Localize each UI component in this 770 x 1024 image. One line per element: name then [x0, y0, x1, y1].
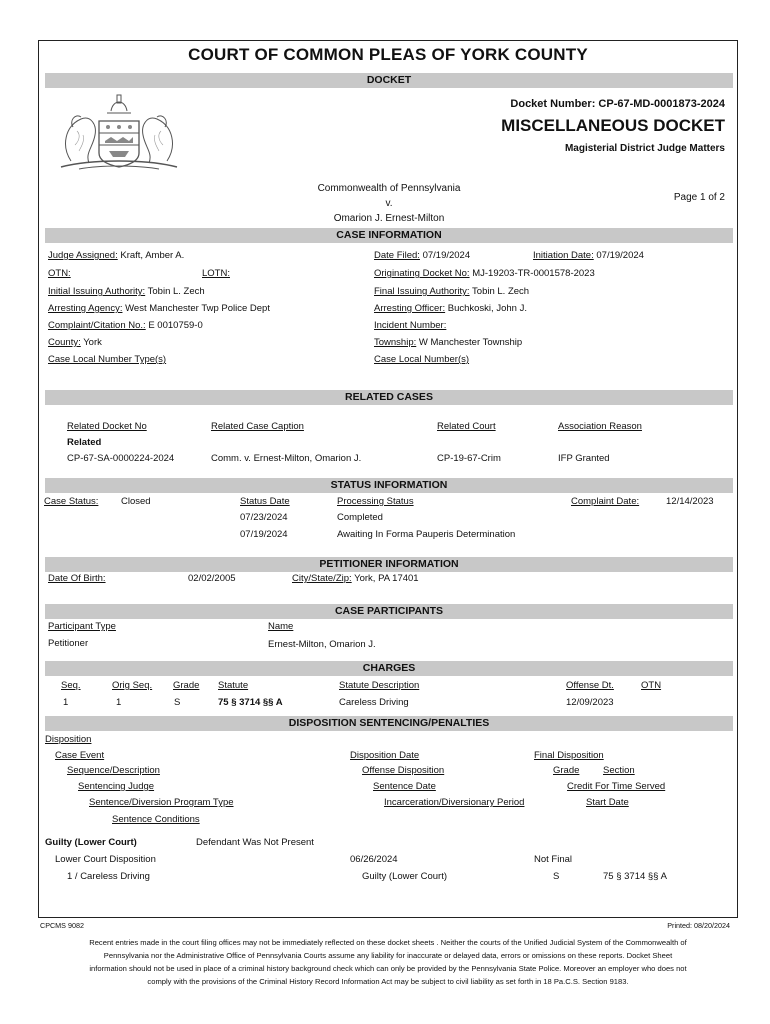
- charge-otn-header: OTN: [641, 680, 662, 691]
- related-group-label: Related: [67, 437, 102, 448]
- final-disposition-header: Final Disposition: [534, 750, 604, 761]
- charge-sequence-description: 1 / Careless Driving: [67, 871, 150, 882]
- related-docket-header: Related Docket No: [67, 421, 147, 432]
- court-title: COURT OF COMMON PLEAS OF YORK COUNTY: [188, 45, 588, 64]
- docket-page: [38, 40, 738, 918]
- docket-number: Docket Number: CP-67-MD-0001873-2024: [510, 98, 725, 110]
- caption-versus: v.: [385, 198, 393, 209]
- county-row: County: York: [48, 337, 102, 348]
- charge-seq-header: Seq.: [61, 680, 81, 691]
- arresting-agency-row: Arresting Agency: West Manchester Twp Police Dept: [48, 303, 270, 314]
- pennsylvania-seal-icon: [51, 91, 187, 173]
- participant-name-header: Name: [268, 621, 294, 632]
- guilty-lower-court-label: Guilty (Lower Court): [45, 837, 137, 848]
- final-issuing-authority-row: Final Issuing Authority: Tobin L. Zech: [374, 286, 530, 297]
- charge-statute-header: Statute: [218, 680, 249, 691]
- sentence-conditions-header: Sentence Conditions: [112, 814, 200, 825]
- disposition-header: Disposition: [45, 734, 92, 745]
- complaint-date-value: 12/14/2023: [666, 496, 714, 507]
- charge-statute: 75 § 3714 §§ A: [218, 697, 283, 708]
- judge-row: Judge Assigned: Kraft, Amber A.: [48, 250, 185, 261]
- case-local-number-label: Case Local Number(s): [374, 354, 470, 365]
- participant-type-header: Participant Type: [48, 621, 116, 632]
- caption-defendant: Omarion J. Ernest-Milton: [333, 213, 445, 224]
- case-information-bar: CASE INFORMATION: [45, 228, 733, 243]
- participant-name: Ernest-Milton, Omarion J.: [268, 639, 376, 650]
- charges-bar: CHARGES: [45, 661, 733, 676]
- association-reason-header: Association Reason: [558, 421, 642, 432]
- sentence-diversion-header: Sentence/Diversion Program Type: [89, 797, 234, 808]
- disposition-grade: S: [553, 871, 560, 882]
- date-filed-row: Date Filed: 07/19/2024: [374, 250, 471, 261]
- disposition-section: 75 § 3714 §§ A: [603, 871, 667, 882]
- sentencing-judge-header: Sentencing Judge: [78, 781, 155, 792]
- otn-label: OTN:: [48, 268, 71, 279]
- petitioner-information-bar: PETITIONER INFORMATION: [45, 557, 733, 572]
- sentence-date-header: Sentence Date: [373, 781, 436, 792]
- association-reason: IFP Granted: [558, 453, 610, 464]
- charge-statute-description: Careless Driving: [339, 697, 409, 708]
- charge-statute-description-header: Statute Description: [339, 680, 420, 691]
- initiation-date-row: Initiation Date: 07/19/2024: [533, 250, 644, 261]
- status-row-status: Completed: [337, 512, 383, 523]
- page-indicator: Page 1 of 2: [673, 192, 725, 203]
- participant-type: Petitioner: [48, 638, 89, 649]
- docket-bar: DOCKET: [45, 73, 733, 88]
- disposition-bar: DISPOSITION SENTENCING/PENALTIES: [45, 716, 733, 731]
- offense-disposition-value: Guilty (Lower Court): [362, 871, 447, 882]
- charge-offense-date: 12/09/2023: [566, 697, 614, 708]
- offense-disposition-header: Offense Disposition: [362, 765, 445, 776]
- lower-court-disposition-date: 06/26/2024: [350, 854, 398, 865]
- status-row-date: 07/23/2024: [240, 512, 288, 523]
- case-status-label: Case Status:: [44, 496, 99, 507]
- related-cases-bar: RELATED CASES: [45, 390, 733, 405]
- docket-type: MISCELLANEOUS DOCKET: [501, 116, 725, 135]
- status-date-header: Status Date: [240, 496, 290, 507]
- initial-issuing-authority-row: Initial Issuing Authority: Tobin L. Zech: [48, 286, 205, 297]
- related-case-caption: Comm. v. Ernest-Milton, Omarion J.: [211, 453, 362, 464]
- complaint-citation-row: Complaint/Citation No.: E 0010759-0: [48, 320, 203, 331]
- arresting-officer-row: Arresting Officer: Buchkoski, John J.: [374, 303, 527, 314]
- charge-grade-header: Grade: [173, 680, 200, 691]
- charge-grade: S: [174, 697, 181, 708]
- disposition-date-header: Disposition Date: [350, 750, 420, 761]
- charge-offense-date-header: Offense Dt.: [566, 680, 614, 691]
- incident-number-label: Incident Number:: [374, 320, 447, 331]
- originating-docket-row: Originating Docket No: MJ-19203-TR-0001578-2023: [374, 268, 595, 279]
- form-number: CPCMS 9082: [40, 921, 84, 930]
- case-status-value: Closed: [121, 496, 151, 507]
- city-state-zip-row: City/State/Zip: York, PA 17401: [292, 573, 419, 584]
- case-participants-bar: CASE PARTICIPANTS: [45, 604, 733, 619]
- case-event-header: Case Event: [55, 750, 105, 761]
- charge-seq: 1: [63, 697, 69, 708]
- related-court: CP-19-67-Crim: [437, 453, 501, 464]
- related-court-header: Related Court: [437, 421, 496, 432]
- caption-commonwealth: Commonwealth of Pennsylvania: [317, 183, 461, 194]
- charge-orig-seq: 1: [116, 697, 122, 708]
- start-date-header: Start Date: [586, 797, 629, 808]
- not-final-status: Not Final: [534, 854, 573, 865]
- status-row-status: Awaiting In Forma Pauperis Determination: [337, 529, 516, 540]
- section-header: Section: [603, 765, 635, 776]
- dob-label: Date Of Birth:: [48, 573, 106, 584]
- incarceration-period-header: Incarceration/Diversionary Period: [384, 797, 525, 808]
- disclaimer-text: Recent entries made in the court filing offices may not be immediately reflected on these docket sheets . Neither the courts of the Unified Judicial System of the Commonwealth of Pennsylvania nor the Administrative Office of Pennsylvania Courts assume any liability for inaccurate or delayed data, errors or omissions on these reports. Docket Sheet information should not be used in place of a criminal history background check which can only be provided by the Pennsylvania State Police. Moreover an employer who does not comply with the provisions of the Criminal History Record Information Act may be subject to civil liability as set forth in 18 Pa.C.S. Section 9183.: [89, 938, 687, 986]
- status-row-date: 07/19/2024: [240, 529, 288, 540]
- processing-status-header: Processing Status: [337, 496, 414, 507]
- case-local-number-type-label: Case Local Number Type(s): [48, 354, 167, 365]
- related-caption-header: Related Case Caption: [211, 421, 304, 432]
- township-row: Township: W Manchester Township: [374, 337, 523, 348]
- defendant-not-present: Defendant Was Not Present: [196, 837, 314, 848]
- dob-value: 02/02/2005: [188, 573, 236, 584]
- credit-time-served-header: Credit For Time Served: [567, 781, 666, 792]
- docket-subtype: Magisterial District Judge Matters: [564, 143, 725, 154]
- sequence-description-header: Sequence/Description: [67, 765, 160, 776]
- grade-header: Grade: [553, 765, 580, 776]
- printed-date: Printed: 08/20/2024: [667, 921, 730, 930]
- charge-orig-seq-header: Orig Seq.: [112, 680, 153, 691]
- lotn-label: LOTN:: [202, 268, 230, 279]
- complaint-date-label: Complaint Date:: [571, 496, 640, 507]
- lower-court-disposition: Lower Court Disposition: [55, 854, 156, 865]
- related-docket-number: CP-67-SA-0000224-2024: [67, 453, 175, 464]
- status-information-bar: STATUS INFORMATION: [45, 478, 733, 493]
